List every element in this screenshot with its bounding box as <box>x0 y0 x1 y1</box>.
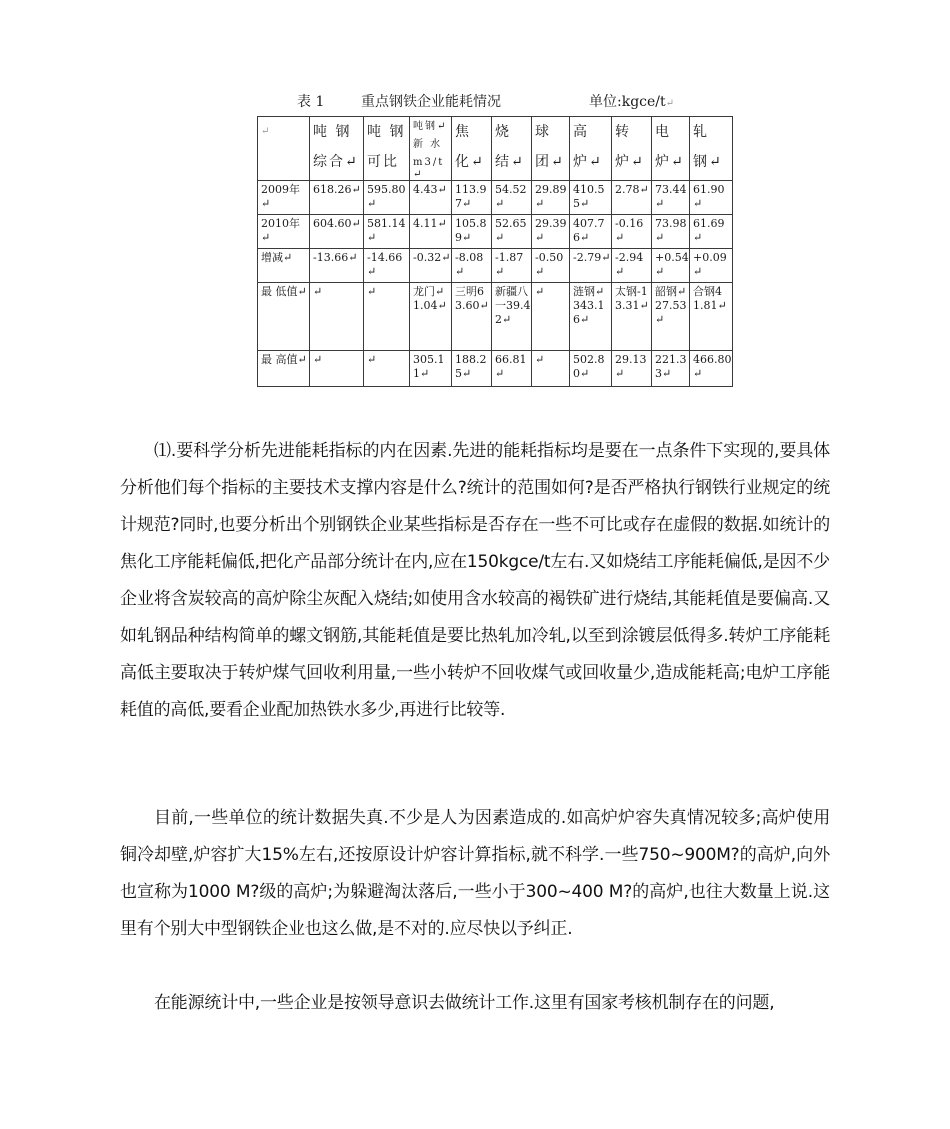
table-cell: ↵ <box>532 283 570 351</box>
table-cell: 新疆八一39.42↵ <box>492 283 532 351</box>
table-cell: 韶钢↵27.53↵ <box>652 283 690 351</box>
column-header-line: 吨 钢 <box>313 124 352 140</box>
table-cell: 595.80↵ <box>364 181 410 215</box>
table-cell: 221.33↵ <box>652 351 690 387</box>
column-header-line: 电 <box>655 124 671 140</box>
table-cell: 113.97↵ <box>452 181 492 215</box>
table-cell: 4.43↵ <box>410 181 452 215</box>
table-caption-title: 重点钢铁企业能耗情况 <box>361 94 501 110</box>
table-cell: 604.60↵ <box>310 215 364 249</box>
table-cell: ↵ <box>364 283 410 351</box>
table-cell: 61.69↵ <box>690 215 733 249</box>
column-header <box>690 117 733 181</box>
column-header-line: 团↵ <box>535 154 565 170</box>
table-cell: -13.66↵ <box>310 249 364 283</box>
table-row <box>258 181 733 215</box>
table-cell: -1.87↵ <box>492 249 532 283</box>
table-row <box>258 215 733 249</box>
column-header-line: 吨 钢 <box>367 124 406 140</box>
table-cell: -0.50↵ <box>532 249 570 283</box>
table-cell: -2.79↵ <box>570 249 612 283</box>
column-header-line: 吨钢↵ <box>413 121 448 132</box>
column-header-line: ↵ <box>261 126 272 137</box>
table-header-row <box>258 117 733 181</box>
row-label: 2010年↵ <box>258 215 310 249</box>
table-row <box>258 249 733 283</box>
table-cell: 29.39↵ <box>532 215 570 249</box>
table-cell: 52.65↵ <box>492 215 532 249</box>
table-cell: 2.78↵ <box>612 181 652 215</box>
table-cell: 61.90↵ <box>690 181 733 215</box>
column-header-line: 高 <box>573 124 589 140</box>
column-header-line: 球 <box>535 124 551 140</box>
column-header <box>258 117 310 181</box>
column-header-line: 钢↵ <box>693 154 723 170</box>
table-cell: 73.44↵ <box>652 181 690 215</box>
column-header <box>532 117 570 181</box>
paragraph-2: 目前,一些单位的统计数据失真.不少是人为因素造成的.如高炉炉容失真情况较多;高炉使用铜冷却壁,炉容扩大15%左右,还按原设计炉容计算指标,就不科学.一些750~900M?的高炉,向外也宣称为1000 M?级的高炉;为躲避淘汰落后,一些小于300~400 M?的高炉,也往大数量上说.这里有个别大中型钢铁企业也这么做,是不对的.应尽快以予纠正. <box>120 808 830 939</box>
column-header-line: 新 水 <box>413 139 443 150</box>
column-header <box>652 117 690 181</box>
table-cell: 305.11↵ <box>410 351 452 387</box>
paragraph-1: ⑴.要科学分析先进能耗指标的内在因素.先进的能耗指标均是要在一点条件下实现的,要具体分析他们每个指标的主要技术支撑内容是什么?统计的范围如何?是否严格执行钢铁行业规定的统计规范?同时,也要分析出个别钢铁企业某些指标是否存在一些不可比或存在虚假的数据.如统计的焦化工序能耗偏低,把化产品部分统计在内,应在150kgce/t左右.又如烧结工序能耗偏低,是因不少企业将含炭较高的高炉除尘灰配入烧结;如使用含水较高的褐铁矿进行烧结,其能耗值是要偏高.又如轧钢品种结构简单的螺文钢筋,其能耗值是要比热轧加冷轧,以至到涂镀层低得多.转炉工序能耗高低主要取决于转炉煤气回收利用量,一些小转炉不回收煤气或回收量少,造成能耗高;电炉工序能耗值的高低,要看企业配加热铁水多少,再进行比较等. <box>120 441 830 720</box>
paragraph-3: 在能源统计中,一些企业是按领导意识去做统计工作.这里有国家考核机制存在的问题, <box>154 993 775 1013</box>
energy-consumption-table <box>257 116 733 387</box>
row-label: 2009年↵ <box>258 181 310 215</box>
column-header-line: 化↵ <box>455 154 485 170</box>
table-caption-para-mark: ↵ <box>665 98 675 109</box>
column-header-line: 炉↵ <box>573 154 603 170</box>
table-cell: 4.11↵ <box>410 215 452 249</box>
table-cell: 龙门↵1.04↵ <box>410 283 452 351</box>
table-cell: ↵ <box>310 283 364 351</box>
table-row <box>258 283 733 351</box>
energy-table-figure <box>257 92 732 402</box>
column-header <box>410 117 452 181</box>
table-cell: 502.80↵ <box>570 351 612 387</box>
column-header-line: 炉↵ <box>655 154 685 170</box>
table-cell: 29.13↵ <box>612 351 652 387</box>
column-header-line: 轧 <box>693 124 709 140</box>
column-header-line: m3/t↵ <box>413 157 445 180</box>
table-cell: ↵ <box>364 351 410 387</box>
table-cell: -0.16↵ <box>612 215 652 249</box>
row-label: 增减↵ <box>258 249 310 283</box>
column-header-line: 可比 <box>367 154 399 170</box>
column-header <box>492 117 532 181</box>
table-cell: 合钢41.81↵ <box>690 283 733 351</box>
column-header <box>452 117 492 181</box>
table-cell: 三明63.60↵ <box>452 283 492 351</box>
table-cell: 407.76↵ <box>570 215 612 249</box>
table-cell: -0.32↵ <box>410 249 452 283</box>
column-header-line: 综合↵ <box>313 154 359 170</box>
table-cell: 29.89↵ <box>532 181 570 215</box>
column-header-line: 烧 <box>495 124 511 140</box>
table-cell: ↵ <box>532 351 570 387</box>
column-header-line: 转 <box>615 124 631 140</box>
table-cell: 54.52↵ <box>492 181 532 215</box>
table-row <box>258 351 733 387</box>
table-cell: ↵ <box>310 351 364 387</box>
table-cell: 618.26↵ <box>310 181 364 215</box>
table-caption-unit-text: 单位:kgce/t <box>589 94 666 110</box>
table-cell: 410.55↵ <box>570 181 612 215</box>
table-cell: 73.98↵ <box>652 215 690 249</box>
row-label: 最 高值↵ <box>258 351 310 387</box>
column-header-line: 焦 <box>455 124 471 140</box>
table-cell: -8.08↵ <box>452 249 492 283</box>
table-cell: 太钢-13.31↵ <box>612 283 652 351</box>
table-caption-unit <box>589 92 674 112</box>
table-cell: +0.09↵ <box>690 249 733 283</box>
row-label: 最 低值↵ <box>258 283 310 351</box>
column-header <box>310 117 364 181</box>
table-cell: 581.14↵ <box>364 215 410 249</box>
table-cell: -2.94↵ <box>612 249 652 283</box>
column-header-line: 结↵ <box>495 154 525 170</box>
table-cell: 466.80↵ <box>690 351 733 387</box>
table-cell: -14.66↵ <box>364 249 410 283</box>
column-header <box>364 117 410 181</box>
column-header-line: 炉↵ <box>615 154 645 170</box>
table-caption-number: 表 1 <box>297 94 325 110</box>
table-cell: +0.54↵ <box>652 249 690 283</box>
table-cell: 涟钢↵343.16↵ <box>570 283 612 351</box>
table-cell: 105.89↵ <box>452 215 492 249</box>
column-header <box>612 117 652 181</box>
table-cell: 188.25↵ <box>452 351 492 387</box>
table-cell: 66.81↵ <box>492 351 532 387</box>
column-header <box>570 117 612 181</box>
